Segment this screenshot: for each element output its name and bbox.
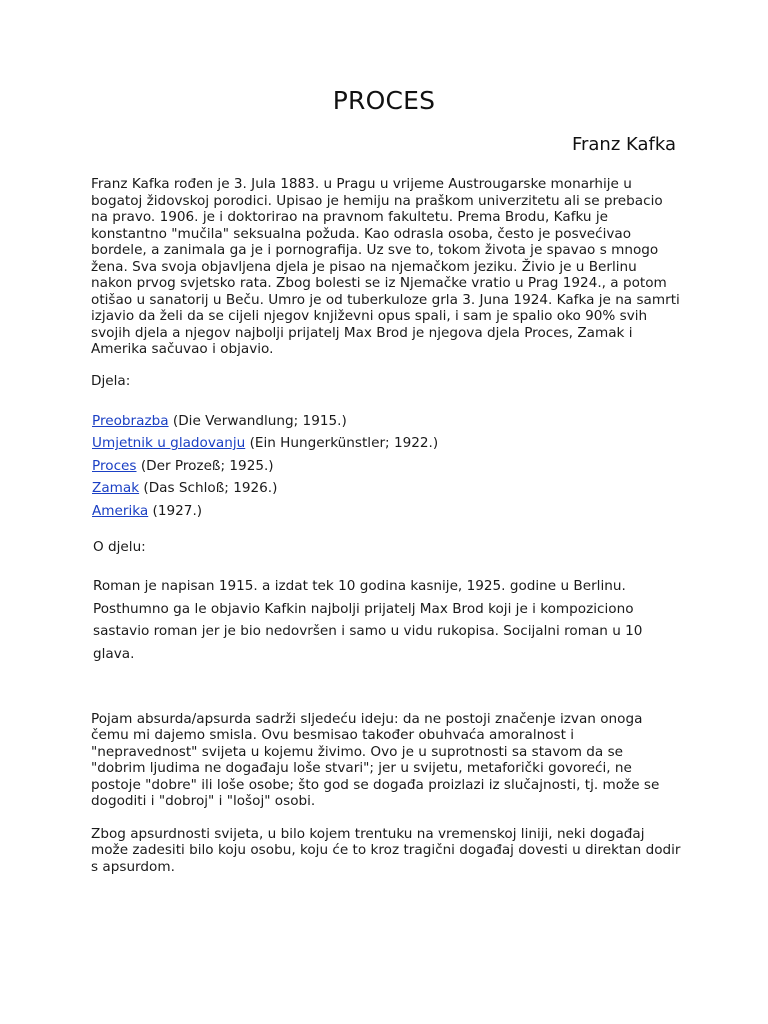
about-paragraph: Roman je napisan 1915. a izdat tek 10 godina kasnije, 1925. godine u Berlinu. Posthumno ga le objavio Kafkin najbolji prijatelj Max Brod koji je i kompoziciono sastavio roman jer je bio nedovršen i samo u vidu rukopisa. Socijalni roman u 10 glava. bbox=[93, 578, 643, 662]
biography-paragraph: Franz Kafka rođen je 3. Jula 1883. u Pragu u vrijeme Austrougarske monarhije u bogatoj židovskoj porodici. Upisao je hemiju na praškom univerzitetu ali se prebacio na pravo. 1906. je i doktorirao na pravnom fakultetu. Prema Brodu, Kafku je konstantno "mučila" seksualna požuda. Kao odrasla osoba, često je posvećivao bordele, a zanimala ga je i pornografija. Uz sve to, tokom života je spavao s mnogo žena. Sva svoja objavljena djela je pisao na njemačkom jeziku. Živio je u Berlinu nakon prvog svjetsko rata. Zbog bolesti se iz Njemačke vratio u Prag 1924., a potom otišao u sanatorij u Beču. Umro je od tuberkuloze grla 3. Juna 1924. Kafka je na samrti izjavio da želi da se cijeli njegov književni opus spali, i sam je spalio oko 90% svih svojih djela a njegov najbolji prijatelj Max Brod je njegova djela Proces, Zamak i Amerika sačuvao i objavio. bbox=[91, 176, 680, 357]
list-item bbox=[92, 432, 438, 454]
work-link-amerika[interactable]: Amerika bbox=[92, 502, 149, 519]
work-details: (Das Schloß; 1926.) bbox=[139, 480, 278, 497]
work-details: (1927.) bbox=[148, 502, 203, 519]
work-link-proces[interactable]: Proces bbox=[92, 457, 137, 474]
document-title: PROCES bbox=[332, 86, 436, 115]
work-details: (Die Verwandlung; 1915.) bbox=[168, 413, 347, 429]
works-list bbox=[92, 410, 438, 522]
work-details: (Ein Hungerkünstler; 1922.) bbox=[245, 435, 439, 452]
document-author: Franz Kafka bbox=[571, 134, 676, 155]
absurd-paragraph-2: Zbog apsurdnosti svijeta, u bilo kojem trentuku na vremenskoj liniji, neki događaj može zadesiti bilo koju osobu, koju će to kroz tragični događaj dovesti u direktan dodir s apsurdom. bbox=[91, 826, 681, 875]
work-link-umjetnik-u-gladovanju[interactable]: Umjetnik u gladovanju bbox=[92, 435, 246, 452]
works-heading: Djela: bbox=[91, 373, 131, 389]
work-details: (Der Prozeß; 1925.) bbox=[136, 457, 274, 474]
list-item bbox=[92, 500, 438, 522]
about-heading: O djelu: bbox=[93, 539, 146, 555]
work-link-preobrazba[interactable]: Preobrazba bbox=[92, 413, 169, 429]
list-item bbox=[92, 477, 438, 499]
list-item bbox=[92, 410, 438, 432]
list-item bbox=[92, 455, 438, 477]
work-link-zamak[interactable]: Zamak bbox=[92, 480, 140, 497]
absurd-paragraph-1: Pojam absurda/apsurda sadrži sljedeću ideju: da ne postoji značenje izvan onoga čemu mi dajemo smisla. Ovu besmisao također obuhvaća amoralnost i "nepravednost" svijeta u kojemu živimo. Ovo je u suprotnosti sa stavom da se "dobrim ljudima ne događaju loše stvari"; jer u svijetu, metaforički govoreći, ne postoje "dobre" ili loše osobe; što god se događa proizlazi iz slučajnosti, tj. može se dogoditi i "dobroj" i "lošoj" osobi. bbox=[91, 711, 660, 810]
